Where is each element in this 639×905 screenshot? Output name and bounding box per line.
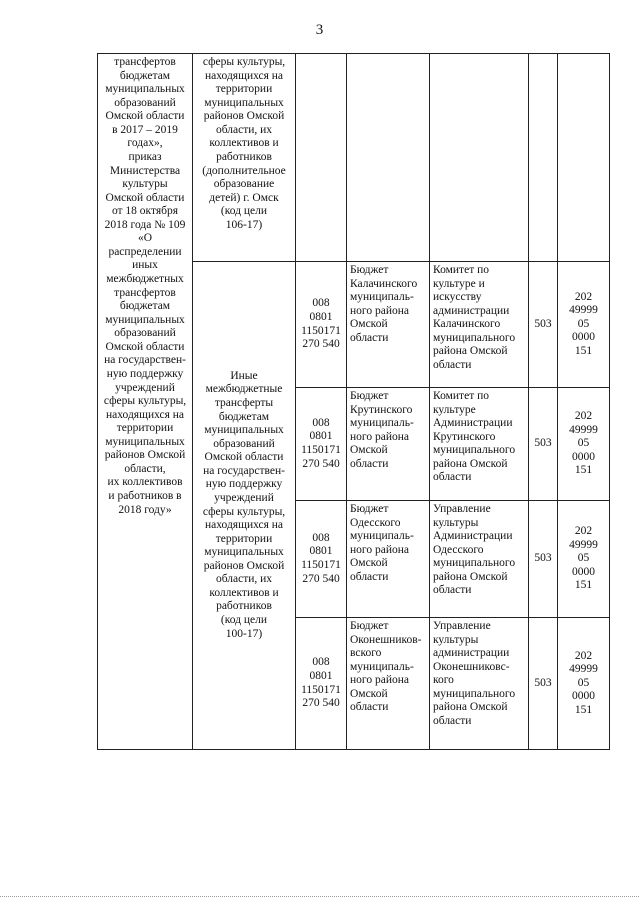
budget-code-cell: 008 0801 1150171 270 540	[296, 618, 347, 750]
empty-cell	[558, 54, 610, 262]
legal-basis-text: трансфертов бюджетам муниципальных образований Омской области в 2017 – 2019 годах», приказ Министерства культуры Омской области от 18 октября 2018 года № 109 «О распределении иных межбюджетных трансфертов бюджетам муниципальных образований Омской области на государствен- ную поддержку учреждений сферы культуры, находящихся на территории муниципальных районов Омской области, их коллективов и работников в 2018 году»	[103, 56, 187, 516]
administrator-cell: Комитет по культуре Администрации Крутинского муниципального района Омской области	[430, 388, 529, 501]
table-row	[98, 54, 610, 262]
code-503-cell: 503	[529, 618, 558, 750]
legal-basis-cell	[98, 54, 193, 750]
budget-code-cell: 008 0801 1150171 270 540	[296, 262, 347, 388]
code-503-cell: 503	[529, 501, 558, 618]
budget-code-cell: 008 0801 1150171 270 540	[296, 501, 347, 618]
administrator-cell: Управление культуры Администрации Одесского муниципального района Омской области	[430, 501, 529, 618]
page-number: 3	[315, 22, 324, 38]
recipient-budget-cell: Бюджет Одесского муниципаль- ного района Омской области	[347, 501, 430, 618]
administrator-cell: Комитет по культуре и искусству администрации Калачинского муниципального района Омской области	[430, 262, 529, 388]
allocation-table	[97, 53, 610, 750]
budget-code-cell: 008 0801 1150171 270 540	[296, 388, 347, 501]
purpose-text-top: сферы культуры, находящихся на территории муниципальных районов Омской области, их коллективов и работников (дополнительное образование детей) г. Омск (код цели 106-17)	[202, 56, 286, 231]
empty-cell	[347, 54, 430, 262]
empty-cell	[430, 54, 529, 262]
code-503-cell: 503	[529, 388, 558, 501]
revenue-code-cell: 202 49999 05 0000 151	[558, 618, 610, 750]
purpose-text-bottom: Иные межбюджетные трансферты бюджетам муниципальных образований Омской области на государствен- ную поддержку учреждений сферы культуры, находящихся на территории муниципальных районов Омской области, их коллективов и работников (код цели 100-17)	[202, 369, 286, 640]
empty-cell	[529, 54, 558, 262]
recipient-budget-cell: Бюджет Оконешников- вского муниципаль- ного района Омской области	[347, 618, 430, 750]
purpose-cell-bottom	[193, 262, 296, 750]
empty-cell	[296, 54, 347, 262]
purpose-cell-top	[193, 54, 296, 262]
administrator-cell: Управление культуры администрации Оконешниковс- кого муниципального района Омской области	[430, 618, 529, 750]
scan-edge-line	[0, 896, 639, 897]
revenue-code-cell: 202 49999 05 0000 151	[558, 501, 610, 618]
code-503-cell: 503	[529, 262, 558, 388]
recipient-budget-cell: Бюджет Калачинского муниципаль- ного района Омской области	[347, 262, 430, 388]
recipient-budget-cell: Бюджет Крутинского муниципаль- ного района Омской области	[347, 388, 430, 501]
revenue-code-cell: 202 49999 05 0000 151	[558, 262, 610, 388]
revenue-code-cell: 202 49999 05 0000 151	[558, 388, 610, 501]
